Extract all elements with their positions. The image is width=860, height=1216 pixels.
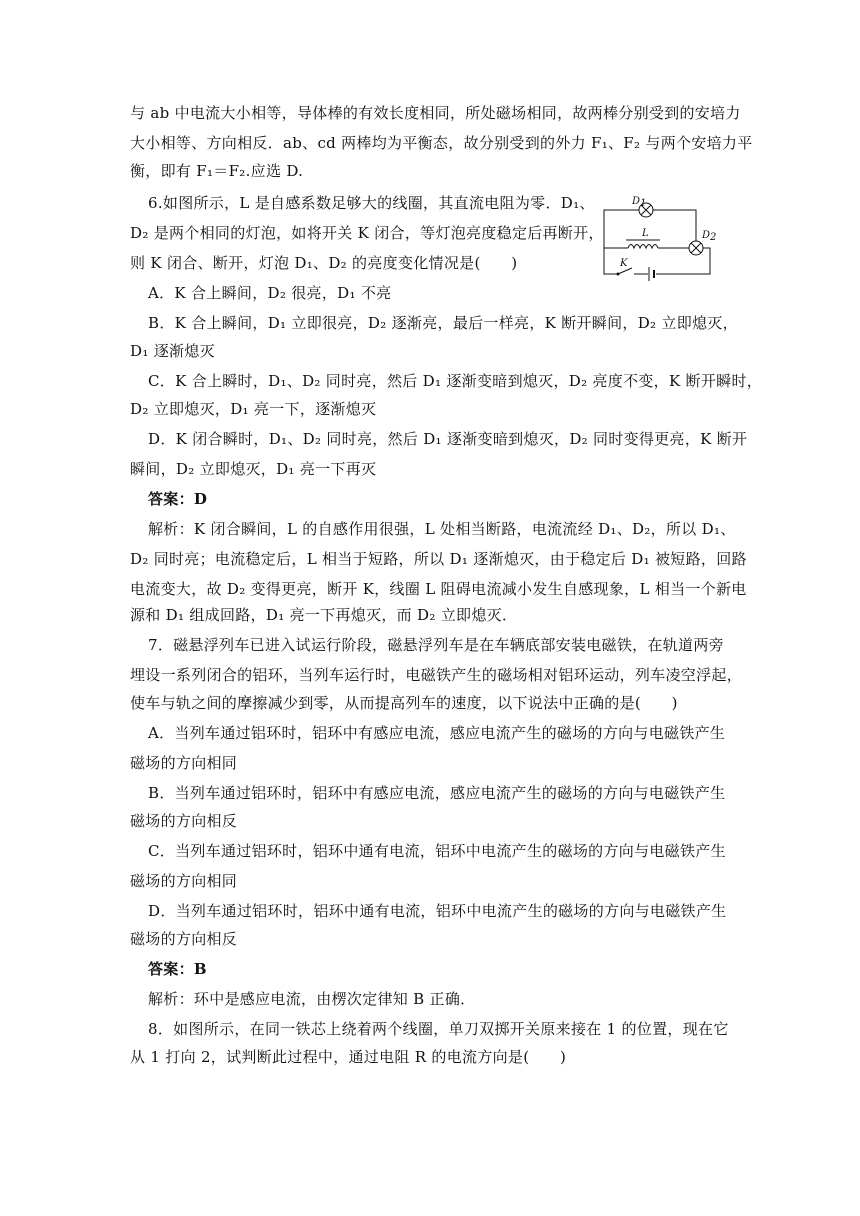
question-6-line: D₂ 是两个相同的灯泡，如将开关 K 闭合，等灯泡亮度稳定后再断开，	[130, 224, 604, 242]
question-7-line: 7．磁悬浮列车已进入试运行阶段，磁悬浮列车是在车辆底部安装电磁铁，在轨道两旁	[148, 636, 724, 654]
question-8-line: 从 1 打向 2，试判断此过程中，通过电阻 R 的电流方向是( )	[130, 1048, 567, 1066]
answer-6: 答案：D	[148, 490, 208, 508]
question-7-line: 使车与轨之间的摩擦减少到零，从而提高列车的速度，以下说法中正确的是( )	[130, 694, 678, 712]
option-a: A．K 合上瞬间，D₂ 很亮，D₁ 不亮	[148, 284, 392, 302]
option-c-cont: D₂ 立即熄灭，D₁ 亮一下，逐渐熄灭	[130, 400, 377, 418]
option-b: B．当列车通过铝环时，铝环中有感应电流，感应电流产生的磁场的方向与电磁铁产生	[148, 784, 726, 802]
text-line: 与 ab 中电流大小相等，导体棒的有效长度相同，所处磁场相同，故两棒分别受到的安培力	[130, 104, 741, 122]
option-d: D．当列车通过铝环时，铝环中通有电流，铝环中电流产生的磁场的方向与电磁铁产生	[148, 902, 727, 920]
option-b-cont: D₁ 逐渐熄灭	[130, 342, 215, 360]
option-b-cont: 磁场的方向相反	[130, 812, 238, 830]
text-line: 衡，即有 F₁＝F₂.应选 D.	[130, 162, 304, 180]
analysis-7: 解析：环中是感应电流，由楞次定律知 B 正确．	[148, 990, 476, 1008]
analysis-6-cont: D₂ 同时亮；电流稳定后，L 相当于短路，所以 D₁ 逐渐熄灭，由于稳定后 D₁ 被短路，回路	[130, 550, 747, 568]
option-a: A．当列车通过铝环时，铝环中有感应电流，感应电流产生的磁场的方向与电磁铁产生	[148, 724, 726, 742]
question-6-line: 则 K 闭合、断开，灯泡 D₁、D₂ 的亮度变化情况是( )	[130, 254, 518, 272]
option-d-cont: 磁场的方向相反	[130, 930, 238, 948]
switch-label: K	[620, 258, 628, 269]
answer-7: 答案：B	[148, 960, 207, 978]
option-c: C．K 合上瞬时，D₁、D₂ 同时亮，然后 D₁ 逐渐变暗到熄灭，D₂ 亮度不变，K 断开瞬时，	[148, 372, 763, 390]
option-a-cont: 磁场的方向相同	[130, 754, 238, 772]
option-b: B．K 合上瞬间，D₁ 立即很亮，D₂ 逐渐亮，最后一样亮，K 断开瞬间，D₂ 立即熄灭，	[148, 314, 738, 332]
coil-label: L	[642, 228, 649, 239]
text-line: 大小相等、方向相反．ab、cd 两棒均为平衡态，故分别受到的外力 F₁、F₂ 与两个安培力平	[130, 134, 753, 152]
question-7-line: 埋设一系列闭合的铝环，当列车运行时，电磁铁产生的磁场相对铝环运动，列车凌空浮起，	[130, 666, 743, 684]
analysis-6: 解析：K 闭合瞬间，L 的自感作用很强，L 处相当断路，电流流经 D₁、D₂，所以 D₁、	[148, 520, 736, 538]
analysis-6-cont: 电流变大，故 D₂ 变得更亮，断开 K，线圈 L 阻碍电流减小发生自感现象，L 相当一个新电	[130, 580, 747, 598]
option-d: D．K 闭合瞬时，D₁、D₂ 同时亮，然后 D₁ 逐渐变暗到熄灭，D₂ 同时变得更亮，K 断开	[148, 430, 748, 448]
question-6-line: 6.如图所示，L 是自感系数足够大的线圈，其直流电阻为零．D₁、	[148, 194, 595, 212]
circuit-svg	[598, 196, 717, 280]
circuit-diagram	[598, 196, 717, 280]
question-8-line: 8．如图所示，在同一铁芯上绕着两个线圈，单刀双掷开关原来接在 1 的位置，现在它	[148, 1020, 729, 1038]
svg-text:D2: D2	[702, 230, 717, 243]
coil-icon	[628, 245, 658, 249]
analysis-6-cont: 源和 D₁ 组成回路，D₁ 亮一下再熄灭，而 D₂ 立即熄灭．	[130, 606, 518, 624]
option-c-cont: 磁场的方向相同	[130, 872, 238, 890]
option-d-cont: 瞬间，D₂ 立即熄灭，D₁ 亮一下再灭	[130, 460, 377, 478]
option-c: C．当列车通过铝环时，铝环中通有电流，铝环中电流产生的磁场的方向与电磁铁产生	[148, 842, 726, 860]
svg-text:D1: D1	[632, 196, 647, 209]
